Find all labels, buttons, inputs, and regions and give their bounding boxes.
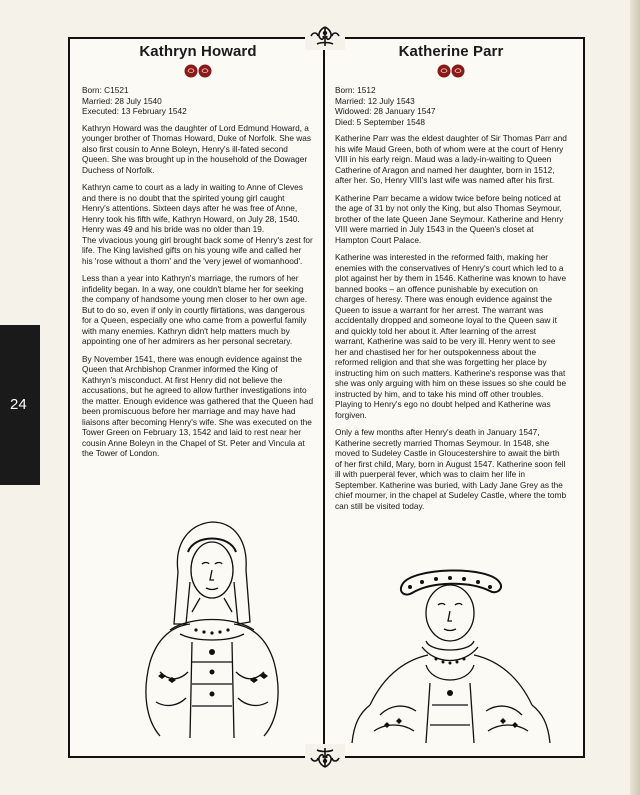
right-paragraph: Katherine Parr became a widow twice before being noticed at the age of 31 by not only the King, but also Thomas Seymour, brother of the late Queen Jane Seymour. Katherine and Henry VIII were married in July 1543 in the Queen's closet at Hampton Court Palace. xyxy=(335,192,564,245)
fact-widowed: Widowed: 28 January 1547 xyxy=(335,106,436,116)
column-divider xyxy=(323,39,325,756)
right-title: Katherine Parr xyxy=(398,43,504,60)
fact-born: Born: 1512 xyxy=(335,85,376,95)
left-paragraph: Kathryn came to court as a lady in waiting to Anne of Cleves and there is no doubt that the spirited young girl caught Henry's attentions. Sixteen days after he was free of Anne, Henry took his fifth wife, Kathryn Howard, on July 28, 1540. Henry was 49 and his bride was no older than 19. xyxy=(82,182,303,234)
fact-executed: Executed: 13 February 1542 xyxy=(82,106,187,116)
left-title: Kathryn Howard xyxy=(139,43,257,60)
right-paragraph: Katherine Parr was the eldest daughter of Sir Thomas Parr and his wife Maud Green, both of whom were at the court of Henry VIII in his early reign. Maud was a lady-in-waiting to Queen Catherine of Aragon and named her daughter, born in 1512, after her. So, Henry VIII's last wife was named after his first. xyxy=(335,133,567,185)
left-paragraph: The vivacious young girl brought back some of Henry's zest for life. The King lavished gifts on his young wife and called her his 'rose without a thorn' and the 'very jewel of womanhood'. xyxy=(82,234,313,266)
page-number: 24 xyxy=(10,396,27,413)
fact-married: Married: 12 July 1543 xyxy=(335,95,415,106)
katherine-parr-portrait xyxy=(340,555,562,745)
fact-married: Married: 28 July 1540 xyxy=(82,95,162,106)
bottom-ornament-icon xyxy=(305,744,345,770)
kathryn-howard-column xyxy=(82,43,314,466)
katherine-parr-column xyxy=(335,43,567,518)
right-facts xyxy=(335,85,567,127)
left-paragraph: Less than a year into Kathryn's marriage, the rumors of her infidelity began. In a way, one couldn't blame her for seeking the company of handsome young men closer to her own age. But to do so, even if only in courtly flirtations, was dangerous for a Queen, especially one who came from a powerful family with many enemies. Kathryn didn't help matters much by appointing one of her admirers as her personal secretary. xyxy=(82,273,308,346)
left-paragraph: Kathryn Howard was the daughter of Lord Edmund Howard, a younger brother of Thomas Howard, Duke of Norfolk. She was also first cousin to Anne Boleyn, Henry's ill-fated second Queen. She was brought up in the household of the Dowager Duchess of Norfolk. xyxy=(82,122,312,175)
left-paragraph: By November 1541, there was enough evidence against the Queen that Archbishop Cranmer informed the King of Kathryn's misconduct. At first Henry did not believe the accusations, but he agreed to allow further investigations into the matter. Enough evidence was gathered that the Queen had been promiscuous before her marriage and may have had liaisons after becoming Henry's wife. She was executed on the Tower Green on February 13, 1542 and laid to rest near her cousin Anne Boleyn in the Chapel of St. Peter and Vincula at the Tower of London. xyxy=(82,353,314,458)
left-facts xyxy=(82,85,314,117)
roses-icon xyxy=(434,63,468,79)
fact-died: Died: 5 September 1548 xyxy=(335,116,425,127)
right-paragraph: Katherine was interested in the reformed faith, making her enemies with the conservatives of Henry's court which led to a plot against her by them in 1546. Katherine was known to have banned books – an offence punishable by execution on charges of heresy. There was enough evidence against the Queen to issue a warrant for her arrest. The warrant was accidentally dropped and someone loyal to the Queen saw it and quickly told her about it. After learning of the arrest warrant, Katherine was said to be very ill. Henry went to see her and chastised her for her outspokenness about the reformed religion and that she was forgetting her place by instructing him on such matters. Katherine's response was that she was only arguing with him on these issues so she could be instructed by him, and to take his mind off other troubles. Playing to Henry's ego no doubt helped and Katherine was forgiven. xyxy=(335,252,567,420)
fact-born: Born: C1521 xyxy=(82,85,129,95)
right-paragraph: Only a few months after Henry's death in January 1547, Katherine secretly married Thomas Seymour. In 1548, she moved to Sudeley Castle in Gloucestershire to await the birth of her first child, Mary, born in August 1547. Katherine soon fell ill with puerperal fever, which was to claim her life in September. Katherine was buried, with Lady Jane Grey as the chief mourner, in the chapel at Sudeley Castle, where the tomb can still be visited today. xyxy=(335,427,567,511)
page-edge xyxy=(630,0,640,795)
kathryn-howard-portrait xyxy=(130,512,292,740)
roses-icon xyxy=(181,63,215,79)
